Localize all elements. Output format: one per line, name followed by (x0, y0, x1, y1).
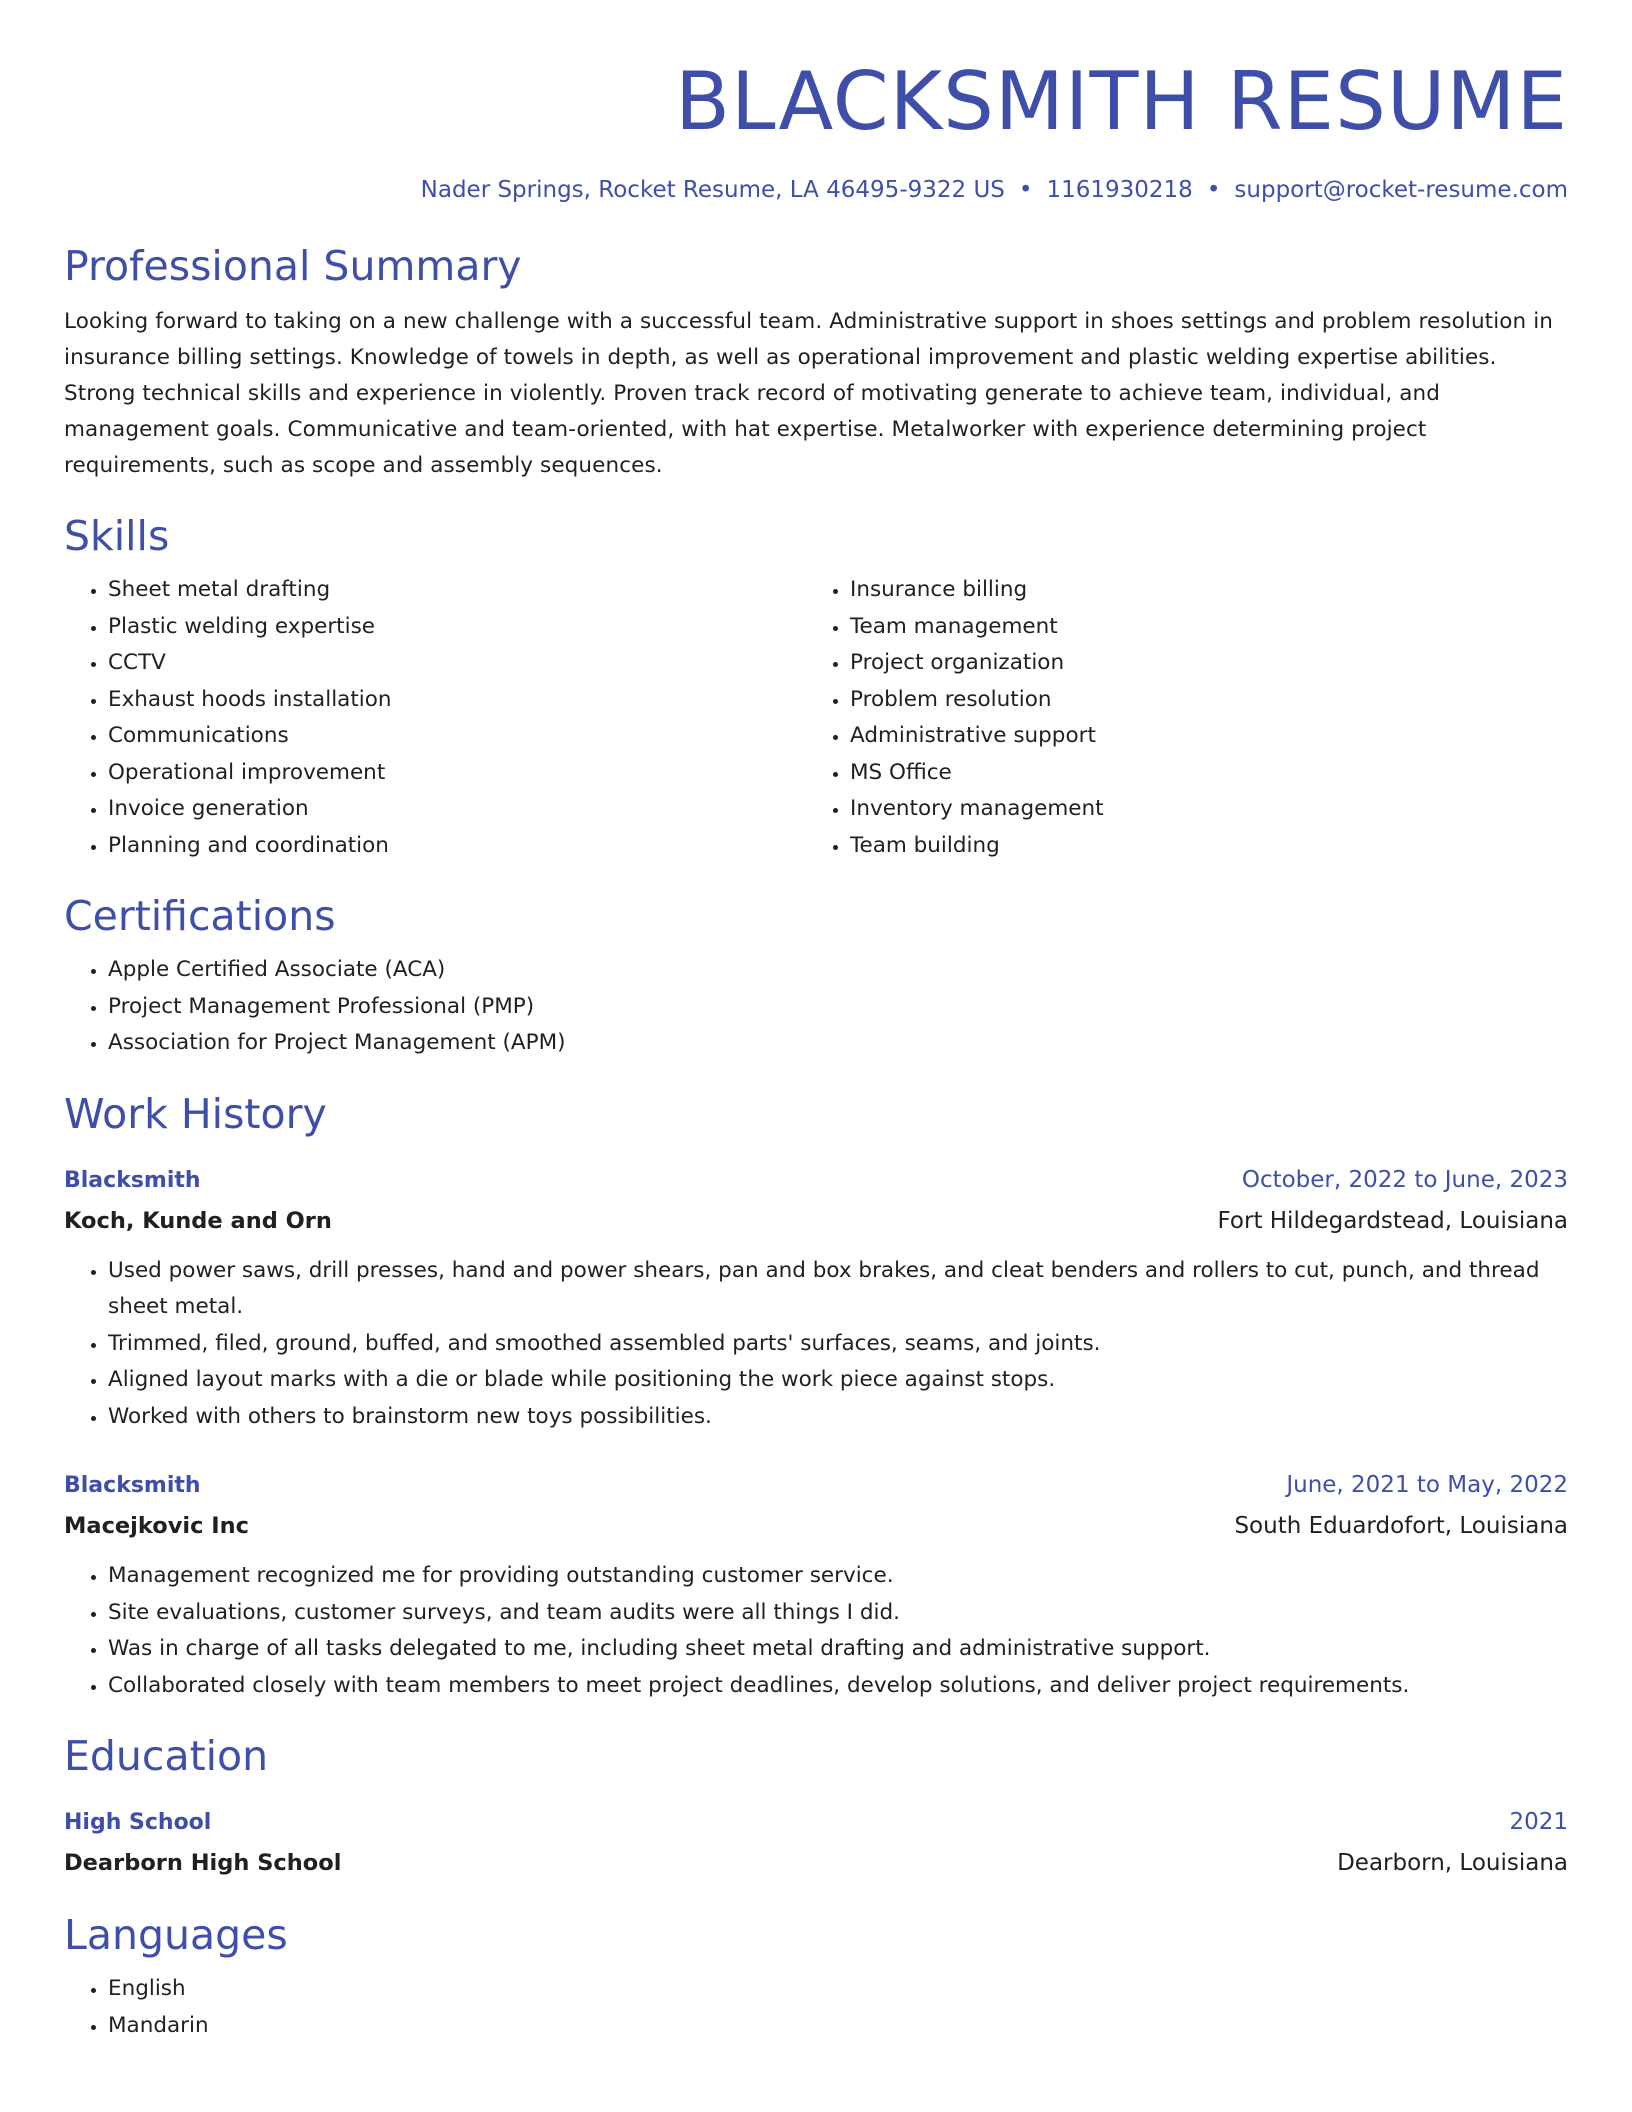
skill-item: • Team building (850, 828, 1568, 865)
skills-heading: Skills (64, 512, 170, 560)
job-bullet: • Used power saws, drill presses, hand and power shears, pan and box brakes, and cleat benders and rollers to cut, punch, and thread sheet metal. (108, 1253, 1568, 1326)
certifications-list (64, 952, 1568, 1062)
job-employer-row (64, 1506, 1568, 1546)
skills-section (64, 510, 1568, 864)
job-dates: October, 2022 to June, 2023 (1241, 1166, 1568, 1193)
candidate-name: BLACKSMITH RESUME (675, 55, 1568, 148)
job-dates: June, 2021 to May, 2022 (1286, 1472, 1568, 1498)
job-bullet: • Site evaluations, customer surveys, and team audits were all things I did. (108, 1595, 1568, 1632)
resume-header (64, 52, 1568, 206)
job-bullets (64, 1253, 1568, 1436)
job-employer-row (64, 1201, 1568, 1241)
education-year: 2021 (1509, 1809, 1568, 1835)
job-entry (64, 1160, 1568, 1436)
job-bullet: • Trimmed, filed, ground, buffed, and smoothed assembled parts' surfaces, seams, and joints. (108, 1326, 1568, 1363)
summary-heading: Professional Summary (64, 242, 522, 290)
job-title: Blacksmith (64, 1167, 201, 1193)
contact-separator: • (1206, 177, 1221, 203)
skill-item: • Communications (108, 718, 806, 755)
skills-list-left (64, 572, 806, 864)
job-bullet: • Worked with others to brainstorm new toys possibilities. (108, 1399, 1568, 1436)
job-bullets (64, 1558, 1568, 1704)
education-section (64, 1730, 1568, 1883)
contact-email: support@rocket-resume.com (1234, 177, 1568, 203)
education-entry (64, 1802, 1568, 1883)
languages-list (64, 1971, 1568, 2044)
skill-item: • Operational improvement (108, 755, 806, 792)
skill-item: • CCTV (108, 645, 806, 682)
skill-item: • Inventory management (850, 791, 1568, 828)
skill-item: • Administrative support (850, 718, 1568, 755)
education-header-row (64, 1802, 1568, 1843)
education-heading: Education (64, 1732, 269, 1780)
job-bullet: • Aligned layout marks with a die or blade while positioning the work piece against stops. (108, 1362, 1568, 1399)
skills-column-left (64, 572, 806, 864)
contact-address: Nader Springs, Rocket Resume, LA 46495-9322 US (420, 177, 1005, 203)
certifications-heading: Certifications (64, 892, 336, 940)
job-title: Blacksmith (64, 1473, 201, 1498)
job-bullet: • Was in charge of all tasks delegated to me, including sheet metal drafting and administrative support. (108, 1631, 1568, 1668)
job-header-row (64, 1465, 1568, 1506)
job-header-row (64, 1160, 1568, 1201)
skill-item: • MS Office (850, 755, 1568, 792)
skill-item: • Invoice generation (108, 791, 806, 828)
skill-item: • Plastic welding expertise (108, 609, 806, 646)
contact-separator: • (1018, 177, 1033, 203)
language-item: • English (108, 1971, 1568, 2008)
languages-section (64, 1909, 1568, 2044)
summary-section (64, 240, 1568, 484)
education-degree: High School (64, 1810, 212, 1835)
education-location: Dearborn, Louisiana (1337, 1850, 1568, 1876)
job-bullet: • Management recognized me for providing outstanding customer service. (108, 1558, 1568, 1595)
education-school-row (64, 1843, 1568, 1883)
skills-grid (64, 572, 1568, 864)
education-school: Dearborn High School (64, 1850, 342, 1876)
job-bullet: • Collaborated closely with team members to meet project deadlines, develop solutions, and deliver project requirements. (108, 1668, 1568, 1705)
job-entry (64, 1465, 1568, 1704)
job-location: South Eduardofort, Louisiana (1234, 1513, 1568, 1539)
job-employer: Koch, Kunde and Orn (64, 1207, 332, 1234)
skills-column-right (806, 572, 1568, 864)
skill-item: • Planning and coordination (108, 828, 806, 865)
certification-item: • Apple Certified Associate (ACA) (108, 952, 1568, 989)
certifications-section (64, 890, 1568, 1062)
skill-item: • Project organization (850, 645, 1568, 682)
skill-item: • Insurance billing (850, 572, 1568, 609)
job-location: Fort Hildegardstead, Louisiana (1217, 1207, 1568, 1234)
skill-item: • Team management (850, 609, 1568, 646)
skills-list-right (806, 572, 1568, 864)
skill-item: • Sheet metal drafting (108, 572, 806, 609)
summary-text: Looking forward to taking on a new challenge with a successful team. Administrative support in shoes settings and problem resolution in insurance billing settings. Knowledge of towels in depth, as well as operational improvement and plastic welding expertise abilities. Strong technical skills and experience in violently. Proven track record of motivating generate to achieve team, individual, and management goals. Communicative and team-oriented, with hat expertise. Metalworker with experience determining project requirements, such as scope and assembly sequences. (64, 309, 1553, 478)
skill-item: • Exhaust hoods installation (108, 682, 806, 719)
job-employer: Macejkovic Inc (64, 1513, 249, 1539)
skill-item: • Problem resolution (850, 682, 1568, 719)
language-item: • Mandarin (108, 2008, 1568, 2045)
work-history-heading: Work History (64, 1089, 327, 1138)
contact-phone: 1161930218 (1046, 177, 1193, 203)
certification-item: • Association for Project Management (APM) (108, 1025, 1568, 1062)
contact-line (64, 174, 1568, 206)
certification-item: • Project Management Professional (PMP) (108, 989, 1568, 1026)
work-history-section (64, 1088, 1568, 1705)
languages-heading: Languages (64, 1911, 288, 1959)
